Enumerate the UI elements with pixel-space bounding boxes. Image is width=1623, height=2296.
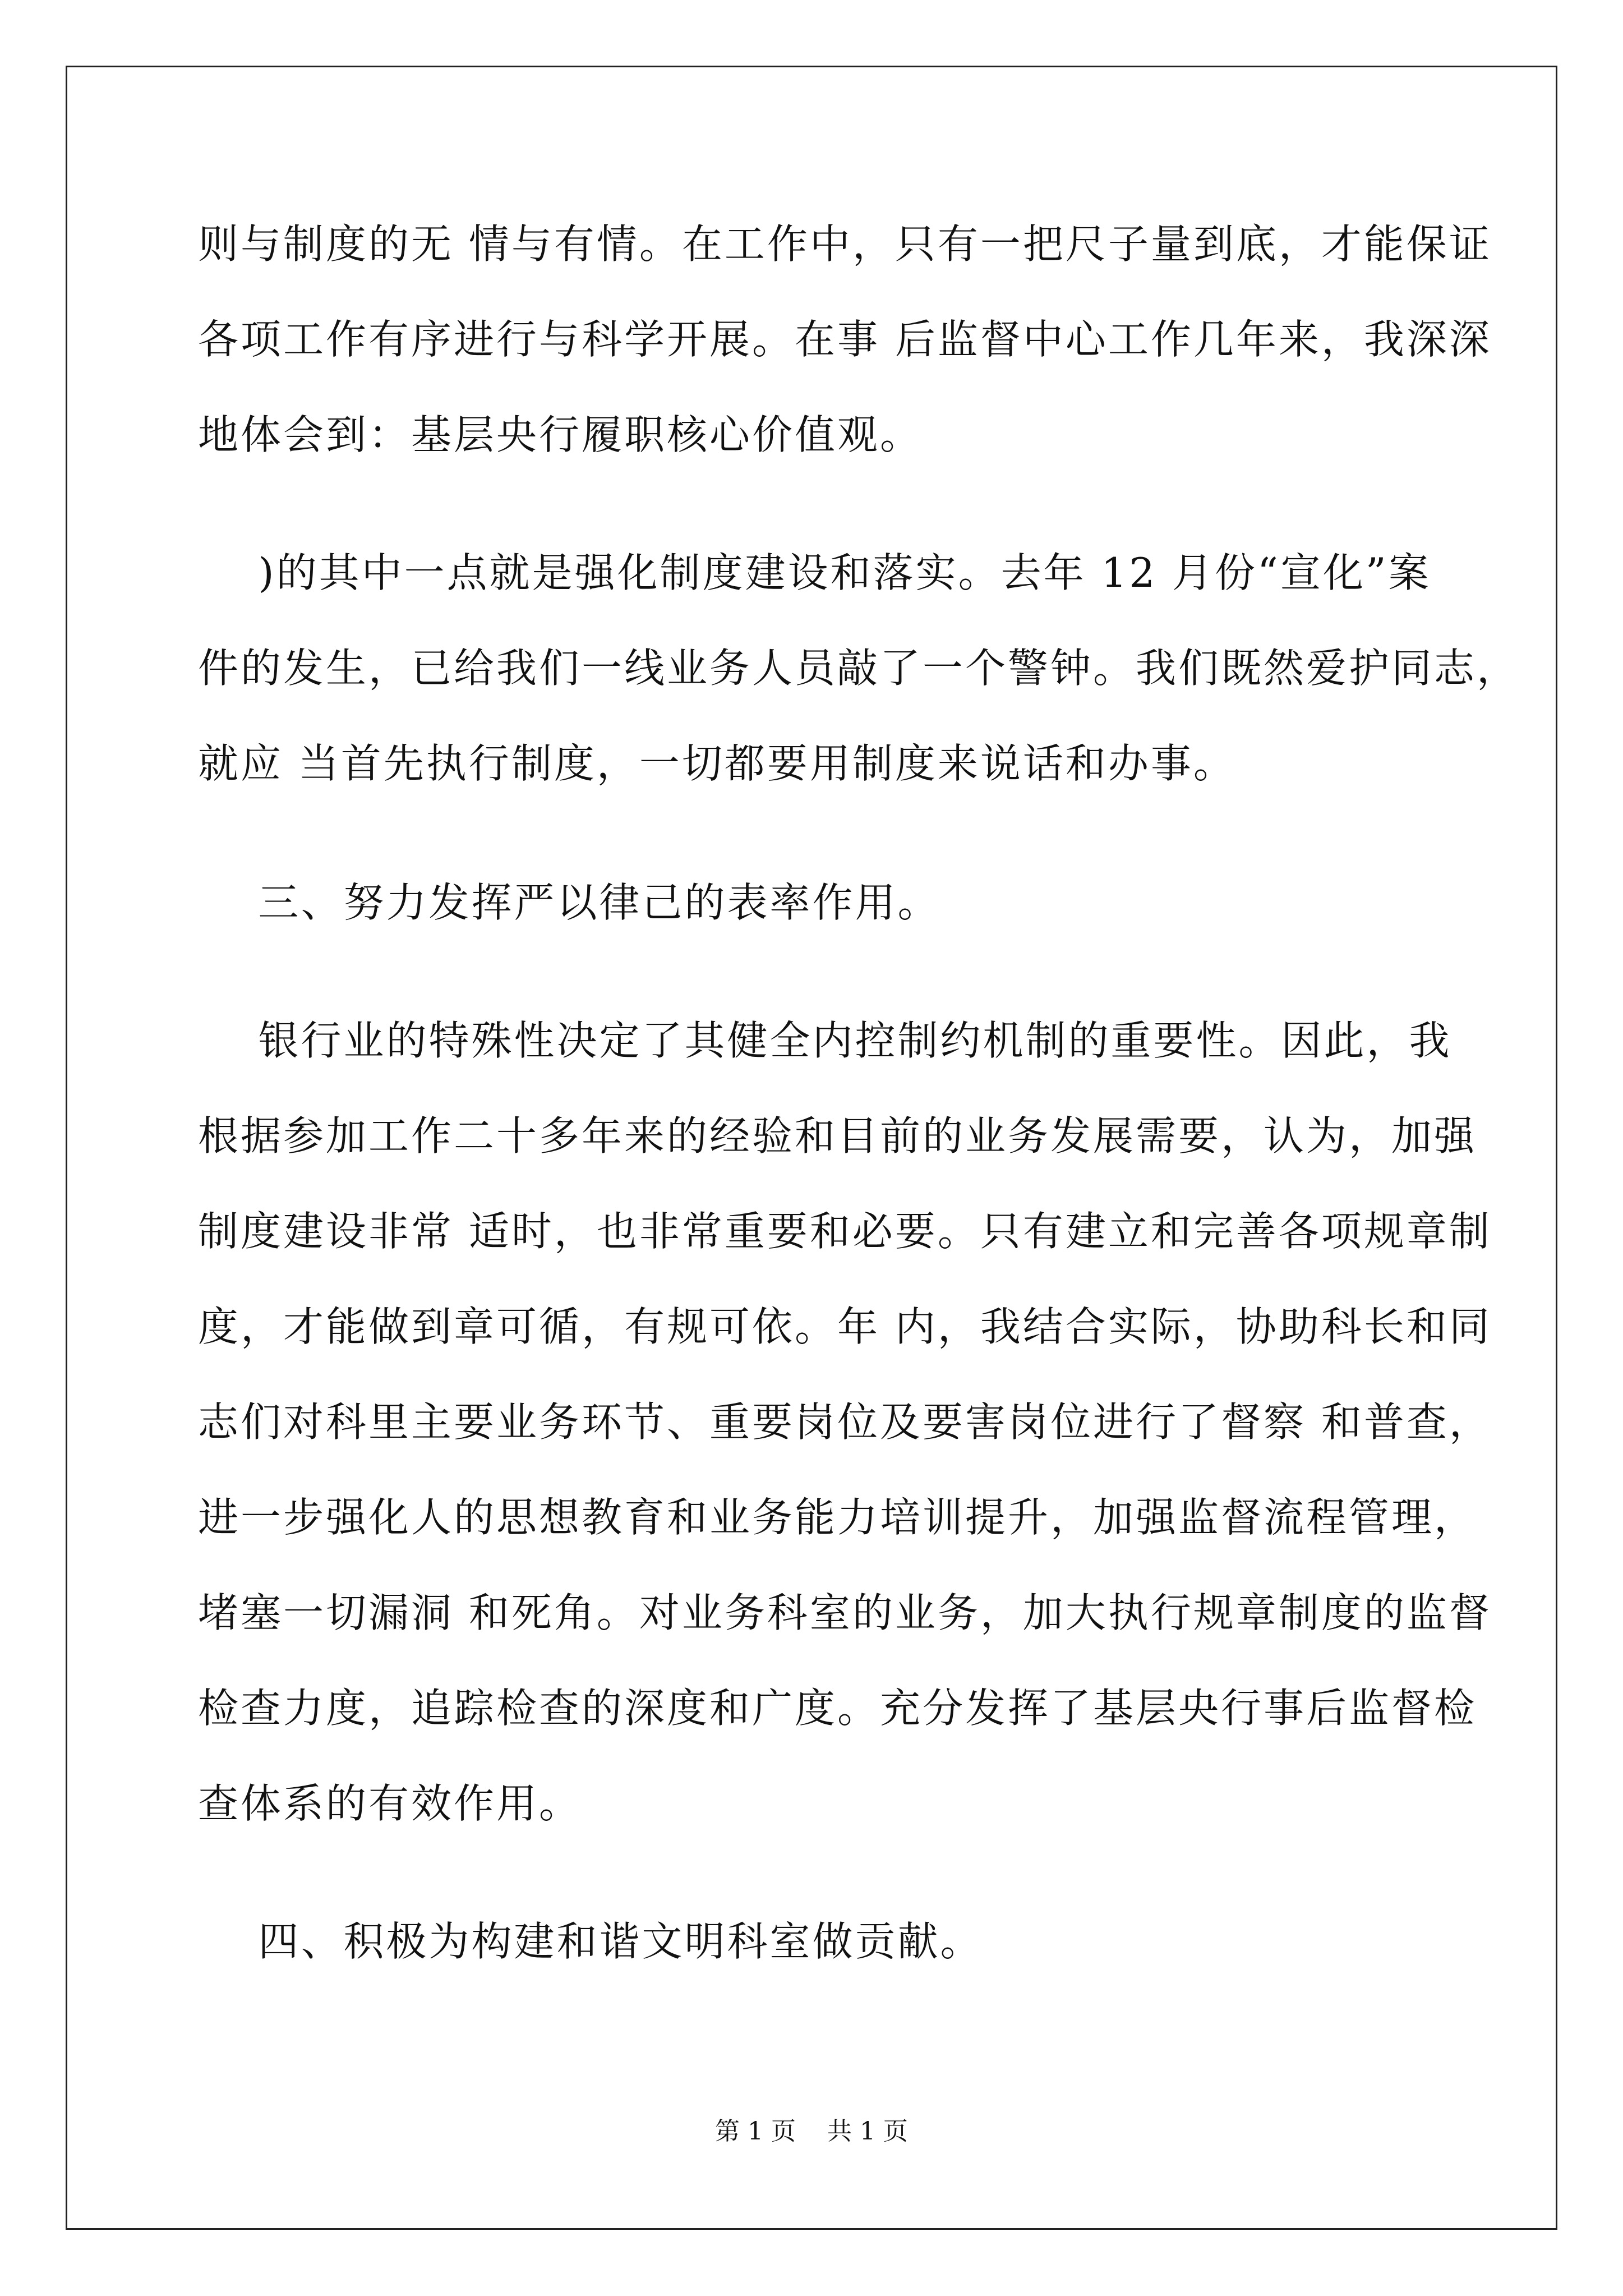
text-line: 地体会到：基层央行履职核心价值观。 <box>198 411 923 458</box>
text-line: 检查力度，追踪检查的深度和广度。充分发挥了基层央行事后监督检 <box>198 1685 1477 1732</box>
text-line: 就应 当首先执行制度，一切都要用制度来说话和办事。 <box>198 740 1236 787</box>
text-line: 则与制度的无 情与有情。在工作中，只有一把尺子量到底，才能保证 <box>198 220 1492 268</box>
text-line: 银行业的特殊性决定了其健全内控制约机制的重要性。因此，我 <box>198 1017 1452 1064</box>
text-line: 根据参加工作二十多年来的经验和目前的业务发展需要，认为，加强 <box>198 1112 1477 1159</box>
section-heading: 四、积极为构建和谐文明科室做贡献。 <box>198 1918 983 1965</box>
text-line: 件的发生，已给我们一线业务人员敲了一个警钟。我们既然爱护同志， <box>198 645 1520 692</box>
page-number: 第 1 页 共 1 页 <box>715 2117 908 2146</box>
text-line: 制度建设非常 适时，也非常重要和必要。只有建立和完善各项规章制 <box>198 1208 1492 1255</box>
text-line: )的其中一点就是强化制度建设和落实。去年 12 月份“宣化”案 <box>198 549 1431 596</box>
text-line: 查体系的有效作用。 <box>198 1780 582 1827</box>
section-heading: 三、努力发挥严以律己的表率作用。 <box>198 879 940 926</box>
text-line: 堵塞一切漏洞 和死角。对业务科室的业务，加大执行规章制度的监督 <box>198 1589 1492 1636</box>
text-line: 进一步强化人的思想教育和业务能力培训提升，加强监督流程管理， <box>198 1494 1477 1541</box>
text-line: 志们对科里主要业务环节、重要岗位及要害岗位进行了督察 和普查， <box>198 1398 1492 1446</box>
text-line: 各项工作有序进行与科学开展。在事 后监督中心工作几年来，我深深 <box>198 316 1492 363</box>
text-line: 度，才能做到章可循，有规可依。年 内，我结合实际，协助科长和同 <box>198 1303 1492 1350</box>
